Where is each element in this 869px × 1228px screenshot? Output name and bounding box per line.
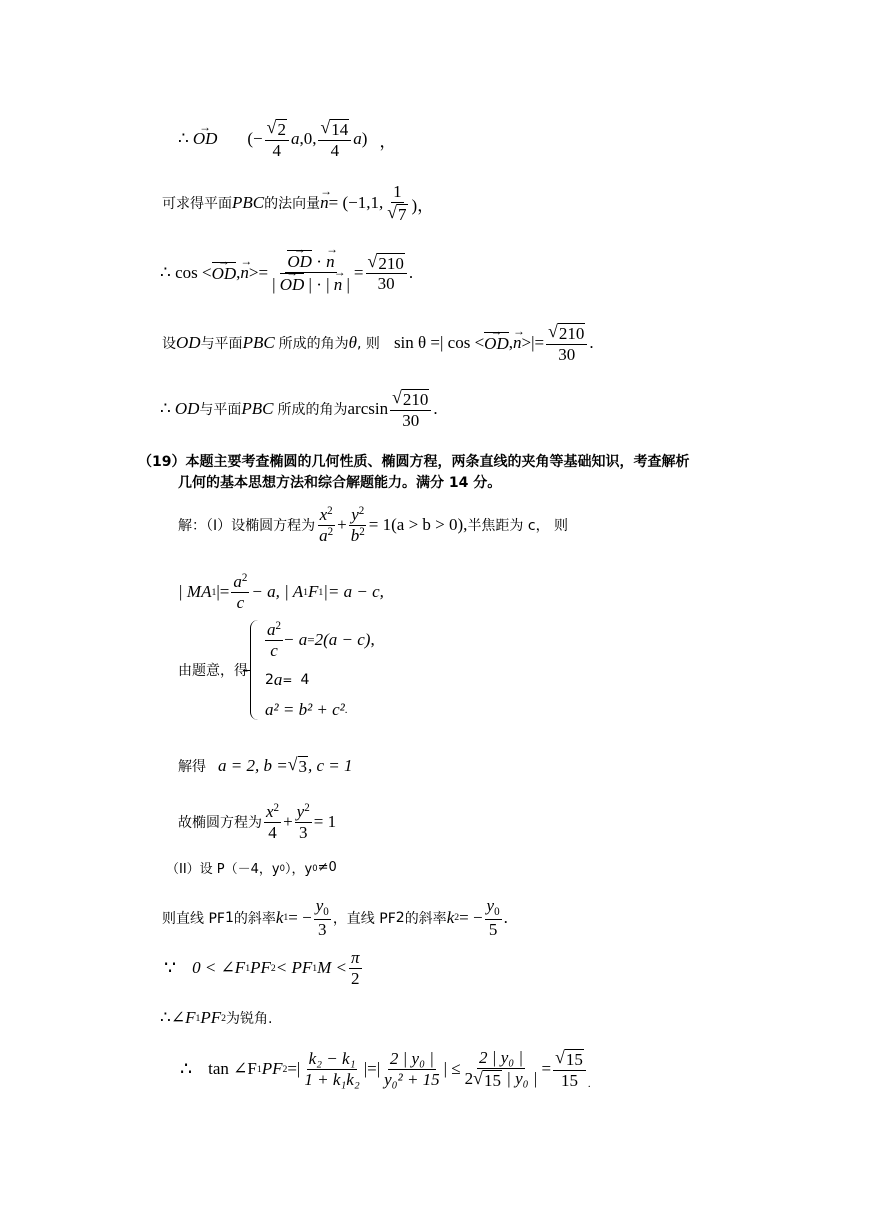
subscript: 1: [303, 586, 308, 598]
expr: PF: [250, 958, 271, 978]
subscript: 1: [256, 1063, 262, 1075]
text: 所成的角为: [278, 336, 349, 353]
equals: =: [541, 1059, 552, 1079]
subscript: 2: [454, 912, 460, 924]
var-k1: k: [275, 907, 284, 927]
subscript: 1: [211, 586, 217, 598]
var-a: a: [353, 129, 362, 149]
therefore-symbol: ∴: [160, 399, 171, 419]
question-19-line2: 几何的基本思想方法和综合解题能力。满分 14 分。: [178, 475, 502, 491]
fraction-root210-over-30: √ 210 30: [390, 388, 431, 430]
paren-close: ): [361, 129, 368, 149]
equation-rhs: = 1(a > b > 0),: [368, 515, 468, 535]
expr: PF: [261, 1059, 283, 1079]
vector-od: → OD: [212, 262, 237, 284]
text: 故椭圆方程为: [178, 815, 262, 832]
paren-open: (−: [247, 129, 263, 149]
equals-minus: = −: [288, 907, 312, 927]
normal-vector-line: [162, 182, 434, 224]
fraction-x2-over-a2: $\frac{x^2}{a^2}$: [319, 505, 334, 545]
vector-n: → n: [320, 193, 329, 213]
subscript: 2: [282, 1063, 288, 1075]
fraction-root14-over-4: √ 14 4: [318, 118, 351, 160]
because-symbol: ∵: [164, 957, 177, 979]
plane-pbc: PBC: [232, 193, 265, 213]
text: 设: [162, 336, 176, 353]
vector-od: → OD: [193, 129, 218, 149]
fraction-y0-over-3: $\frac{y_0}{3}$: [315, 896, 329, 939]
fraction-am-gm: 2 | y₀ | 2 √ 15 | y₀ |: [464, 1048, 538, 1090]
subscript: 1: [224, 909, 234, 926]
sin-expr: sin θ =| cos <: [393, 333, 485, 353]
plane-pbc: PBC: [242, 333, 275, 353]
subscript: 0: [279, 862, 285, 873]
sqrt-3: √ 3: [287, 754, 307, 776]
therefore-symbol: ∴: [180, 1058, 193, 1080]
segment-od: OD: [176, 333, 201, 353]
period: .: [587, 1078, 591, 1091]
text: 的斜率: [233, 910, 276, 927]
expr: | MA: [178, 582, 212, 602]
fraction-pi-over-2: $\frac{\pi}{2}$: [351, 948, 360, 988]
text: （II）设 P（－4，y: [166, 862, 280, 877]
comma: ，: [379, 131, 397, 151]
comma: ,: [236, 262, 241, 282]
vector-od: → OD: [484, 332, 509, 354]
leq: | ≤: [443, 1059, 461, 1079]
text: 半焦距为 c， 则: [467, 518, 569, 535]
abs-close: >|=: [521, 333, 545, 353]
expr: a = 2, b =: [218, 756, 288, 776]
expr: 0 < ∠F: [192, 958, 246, 978]
expr: F: [307, 582, 319, 602]
expr: |= a − c,: [323, 582, 384, 602]
equals-one: = 1: [313, 812, 337, 832]
plus: +: [283, 812, 293, 832]
fraction-root210-over-30: √ 210 30: [366, 252, 407, 294]
expr: ∠F: [170, 1008, 196, 1027]
fraction-root15-over-15: √ 15 15: [553, 1048, 586, 1090]
part2-setup: [166, 858, 337, 877]
subscript: 2: [221, 1012, 226, 1024]
segment-od: OD: [174, 399, 200, 419]
expr: < PF: [275, 958, 313, 978]
fraction-x2-over-4: $\frac{x^2}{4}$: [266, 802, 280, 842]
left-brace: [250, 620, 259, 720]
expr: M <: [317, 958, 347, 978]
fraction-root2-over-4: √ 2 4: [265, 118, 289, 160]
coord-zero: ,0,: [299, 129, 317, 149]
acute-angle-line: [160, 1008, 272, 1028]
cos-line: [160, 250, 413, 296]
subscript: 1: [283, 912, 289, 924]
fraction-root210-over-30: √ 210 30: [546, 322, 587, 364]
fraction-y0-over-5: $\frac{y_0}{5}$: [486, 896, 500, 939]
system-brace-block: [250, 620, 375, 720]
question-19-line1: （19）本题主要考查椭圆的几何性质、椭圆方程，两条直线的夹角等基础知识，考查解析: [138, 454, 690, 470]
equation-system: [178, 620, 375, 720]
text: 可求得平面: [162, 196, 232, 213]
period: .: [589, 333, 594, 353]
text: 与平面: [199, 402, 242, 419]
angle-inequality-line: [164, 948, 364, 988]
subscript: 1: [312, 962, 318, 974]
angle-line: [162, 322, 594, 364]
text: 所成的角为: [277, 402, 348, 419]
text: 与平面: [200, 336, 243, 353]
ellipse-equation-line: [178, 802, 336, 842]
text: 的斜率: [404, 910, 447, 927]
subscript: 1: [245, 962, 251, 974]
comma: ,: [508, 333, 513, 353]
var-k2: k: [446, 907, 455, 927]
slopes-line: [162, 896, 508, 939]
plus: +: [337, 515, 347, 535]
gt-eq: >=: [248, 262, 269, 282]
system-row-3: a² = b² + c² .: [265, 700, 348, 720]
vector-n: → n: [240, 263, 249, 283]
period: .: [433, 399, 438, 419]
text: 的法向量: [264, 196, 321, 213]
var-theta: θ: [348, 333, 358, 353]
expr: tan ∠F: [208, 1059, 257, 1079]
expr: |=: [216, 582, 230, 602]
cos-prefix: ∴ cos <: [160, 262, 212, 282]
text: 由题意，得: [178, 663, 248, 680]
fraction-1-over-root7: 1 √ 7: [387, 182, 407, 224]
equals: |=|: [363, 1059, 381, 1079]
arcsin: arcsin: [347, 399, 389, 419]
fraction-y2-over-b2: $\frac{y^2}{b^2}$: [350, 505, 365, 545]
text: , 则: [357, 336, 380, 353]
therefore-symbol: ∴: [160, 1008, 171, 1027]
fraction-y2-over-3: $\frac{y^2}{3}$: [296, 802, 310, 842]
vector-n: → n: [513, 333, 522, 353]
text: 解：（Ⅰ）设椭圆方程为: [178, 518, 316, 535]
tan-line: [180, 1048, 591, 1090]
subscript: 2: [270, 962, 276, 974]
fraction-a2-over-c: $\frac{a^2}{c}$: [233, 572, 248, 612]
equals-expr: = (−1,1,: [328, 193, 384, 213]
subscript: 0: [312, 862, 318, 873]
ma1-line: [178, 572, 384, 612]
subscript: 1: [318, 586, 324, 598]
part1-ellipse-setup: [178, 505, 568, 545]
plane-pbc: PBC: [241, 399, 274, 419]
text: 为锐角.: [226, 1011, 273, 1027]
expr: PF: [200, 1008, 222, 1027]
subscript: 2: [395, 909, 405, 926]
equals: =|: [287, 1059, 301, 1079]
text: ≠0: [317, 860, 337, 875]
fraction-y0-over-sum: $\frac{\text{2 | y₀ |}}{\text{y₀² + 15}}$: [384, 1049, 440, 1089]
equals: =: [353, 262, 364, 282]
equals-minus: = −: [459, 907, 483, 927]
fraction-k-diff: $\frac{\text{k₂ − k₁}}{\text{1 + k₁k₂}}$: [304, 1049, 360, 1089]
period: .: [503, 907, 508, 927]
solve-line: [178, 756, 353, 777]
paren-close: )，: [411, 195, 435, 215]
var-a: a: [290, 129, 300, 149]
text: 则直线 PF: [162, 910, 225, 927]
fraction-dot-over-norms: → $\frac{OD \cdot \to n}{| \to OD | \cdot | \to n |}$: [270, 250, 352, 296]
text: ，直线 PF: [332, 910, 396, 927]
system-row-2: 2 a = 4: [265, 670, 310, 690]
system-row-1: $\frac{a^2}{c}$ − a = 2(a − c) ,: [267, 620, 375, 660]
period: .: [408, 262, 414, 282]
angle-conclusion-line: [160, 388, 438, 430]
expr: − a, | A: [251, 582, 304, 602]
therefore-symbol: ∴: [178, 129, 189, 149]
od-coordinates-line: [178, 118, 396, 160]
text: 解得: [178, 759, 206, 776]
subscript: 1: [195, 1012, 201, 1024]
expr: , c = 1: [308, 756, 353, 776]
text: ），y: [284, 862, 313, 877]
